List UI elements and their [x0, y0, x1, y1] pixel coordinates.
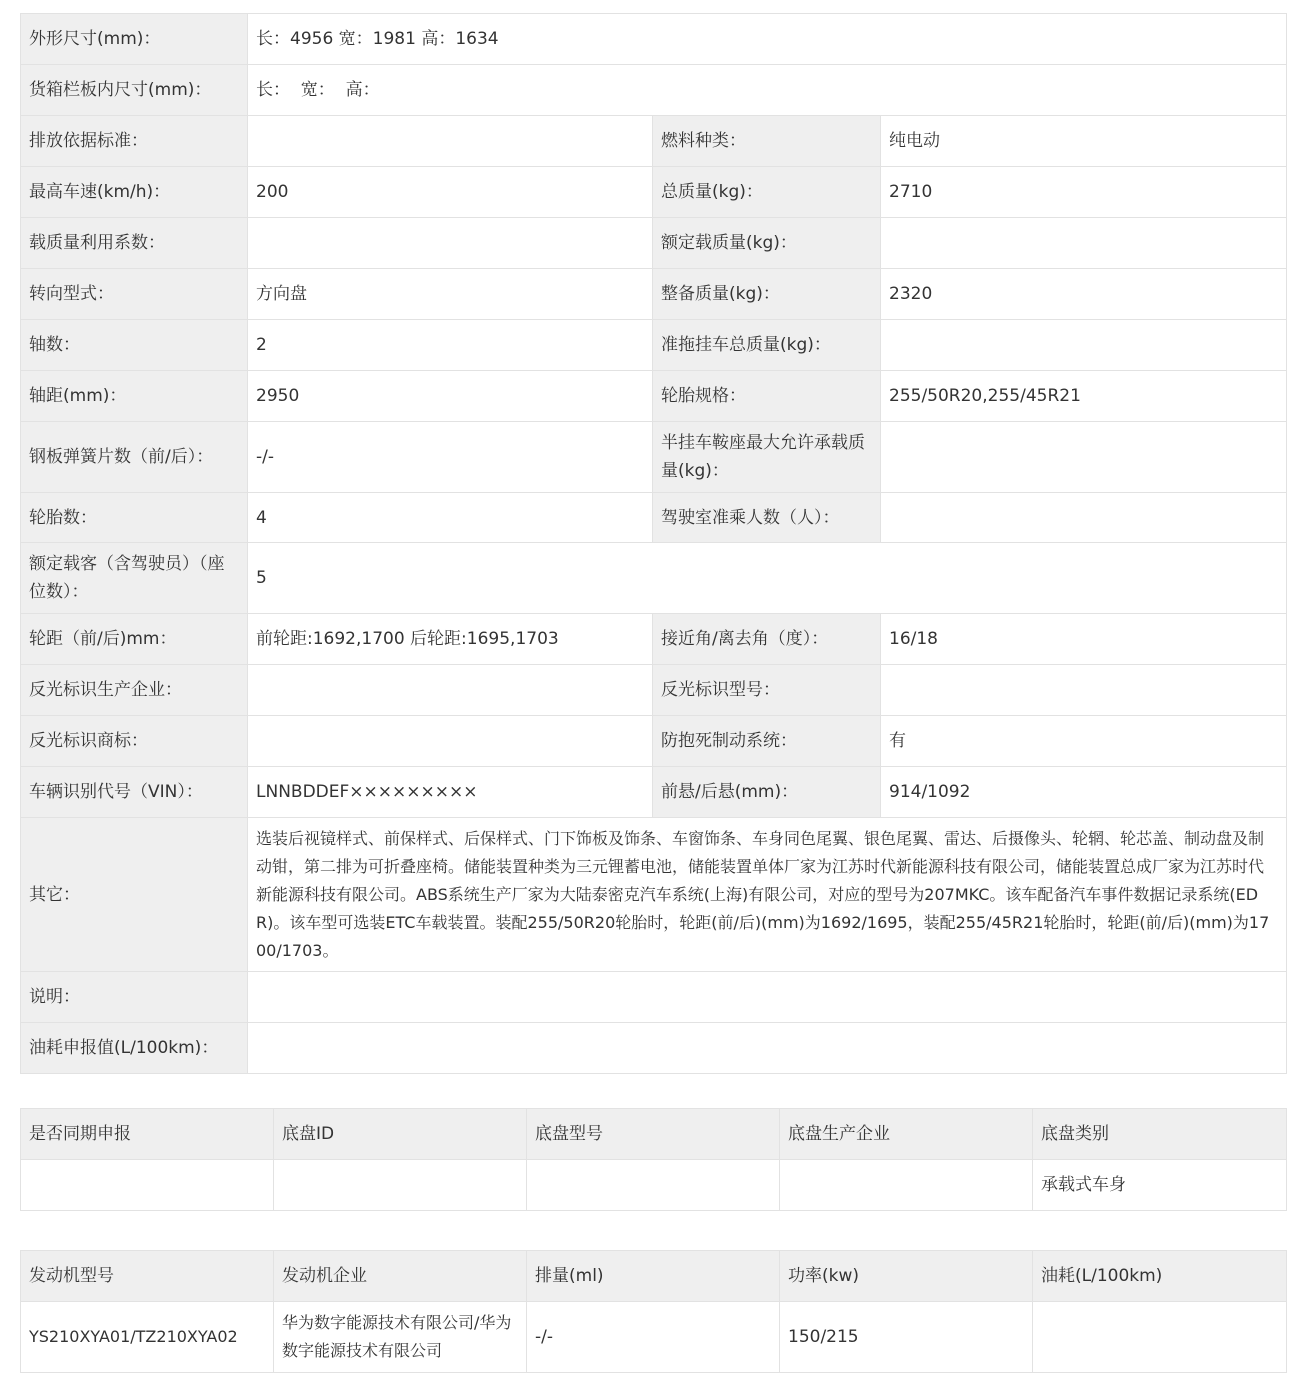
- table-row: [21, 543, 1287, 614]
- track-label: 轮距（前/后)mm：: [21, 614, 248, 665]
- fuel-label: 燃料种类：: [653, 116, 881, 167]
- table-row: [21, 972, 1287, 1023]
- track-value: 前轮距:1692,1700 后轮距:1695,1703: [248, 614, 653, 665]
- table-row: [21, 1160, 1287, 1211]
- refl-brand-value: [248, 716, 653, 767]
- table-row: [21, 14, 1287, 65]
- table-cell: 承载式车身: [1033, 1160, 1287, 1211]
- note-label: 说明：: [21, 972, 248, 1023]
- spring-label: 钢板弹簧片数（前/后）：: [21, 422, 248, 493]
- other-value: 选装后视镜样式、前保样式、后保样式、门下饰板及饰条、车窗饰条、车身同色尾翼、银色尾翼、雷达、后摄像头、轮辋、轮芯盖、制动盘及制动钳，第二排为可折叠座椅。储能装置种类为三元锂蓄电池，储能装置单体厂家为江苏时代新能源科技有限公司，储能装置总成厂家为江苏时代新能源科技有限公司。ABS系统生产厂家为大陆泰密克汽车系统(上海)有限公司，对应的型号为207MKC。该车配备汽车事件数据记录系统(EDR)。该车型可选装ETC车载装置。装配255/50R20轮胎时，轮距(前/后)(mm)为1692/1695，装配255/45R21轮胎时，轮距(前/后)(mm)为1700/1703。: [248, 818, 1287, 972]
- abs-label: 防抱死制动系统：: [653, 716, 881, 767]
- tires-value: 4: [248, 493, 653, 543]
- cargo-value: 长： 宽： 高：: [248, 65, 1287, 116]
- table-row: [21, 167, 1287, 218]
- wheelbase-label: 轴距(mm)：: [21, 371, 248, 422]
- total-mass-value: 2710: [881, 167, 1287, 218]
- table-row: [21, 320, 1287, 371]
- table-row: [21, 371, 1287, 422]
- wheelbase-value: 2950: [248, 371, 653, 422]
- refl-brand-label: 反光标识商标：: [21, 716, 248, 767]
- vin-label: 车辆识别代号（VIN）：: [21, 767, 248, 818]
- steering-value: 方向盘: [248, 269, 653, 320]
- angle-value: 16/18: [881, 614, 1287, 665]
- table-header-row: [21, 1251, 1287, 1302]
- column-header: 是否同期申报: [21, 1109, 274, 1160]
- table-row: [21, 65, 1287, 116]
- table-cell: [21, 1160, 274, 1211]
- table-row: [21, 818, 1287, 972]
- dims-label: 外形尺寸(mm)：: [21, 14, 248, 65]
- seats-label: 额定载客（含驾驶员）（座位数）：: [21, 543, 248, 614]
- trailer-label: 准拖挂车总质量(kg)：: [653, 320, 881, 371]
- total-mass-label: 总质量(kg)：: [653, 167, 881, 218]
- dims-value: 长：4956 宽：1981 高：1634: [248, 14, 1287, 65]
- table-row: [21, 614, 1287, 665]
- steering-label: 转向型式：: [21, 269, 248, 320]
- curb-value: 2320: [881, 269, 1287, 320]
- cab-label: 驾驶室准乘人数（人）：: [653, 493, 881, 543]
- table-header-row: [21, 1109, 1287, 1160]
- table-row: [21, 422, 1287, 493]
- curb-label: 整备质量(kg)：: [653, 269, 881, 320]
- column-header: 底盘型号: [527, 1109, 780, 1160]
- table-cell: YS210XYA01/TZ210XYA02: [21, 1302, 274, 1373]
- angle-label: 接近角/离去角（度）：: [653, 614, 881, 665]
- cargo-label: 货箱栏板内尺寸(mm)：: [21, 65, 248, 116]
- column-header: 排量(ml): [527, 1251, 780, 1302]
- spring-value: -/-: [248, 422, 653, 493]
- column-header: 功率(kw): [780, 1251, 1033, 1302]
- table-row: [21, 767, 1287, 818]
- load-coef-value: [248, 218, 653, 269]
- refl-maker-label: 反光标识生产企业：: [21, 665, 248, 716]
- refl-model-value: [881, 665, 1287, 716]
- speed-value: 200: [248, 167, 653, 218]
- note-value: [248, 972, 1287, 1023]
- saddle-value: [881, 422, 1287, 493]
- overhang-label: 前悬/后悬(mm)：: [653, 767, 881, 818]
- axles-value: 2: [248, 320, 653, 371]
- speed-label: 最高车速(km/h)：: [21, 167, 248, 218]
- table-cell: 华为数字能源技术有限公司/华为数字能源技术有限公司: [274, 1302, 527, 1373]
- engine-table: [20, 1250, 1286, 1373]
- table-cell: [780, 1160, 1033, 1211]
- table-cell: [274, 1160, 527, 1211]
- column-header: 发动机企业: [274, 1251, 527, 1302]
- chassis-table: [20, 1108, 1286, 1211]
- refl-model-label: 反光标识型号：: [653, 665, 881, 716]
- table-row: [21, 493, 1287, 543]
- column-header: 发动机型号: [21, 1251, 274, 1302]
- column-header: 底盘生产企业: [780, 1109, 1033, 1160]
- table-cell: [527, 1160, 780, 1211]
- seats-value: 5: [248, 543, 1287, 614]
- tires-label: 轮胎数：: [21, 493, 248, 543]
- emission-value: [248, 116, 653, 167]
- table-cell: -/-: [527, 1302, 780, 1373]
- vehicle-params-table: [20, 13, 1286, 1074]
- tire-spec-value: 255/50R20,255/45R21: [881, 371, 1287, 422]
- table-row: [21, 218, 1287, 269]
- column-header: 油耗(L/100km): [1033, 1251, 1287, 1302]
- emission-label: 排放依据标准：: [21, 116, 248, 167]
- vin-value: LNNBDDEF×××××××××: [248, 767, 653, 818]
- axles-label: 轴数：: [21, 320, 248, 371]
- fuel-value: 纯电动: [881, 116, 1287, 167]
- abs-value: 有: [881, 716, 1287, 767]
- other-label: 其它：: [21, 818, 248, 972]
- table-row: [21, 1023, 1287, 1074]
- load-coef-label: 载质量利用系数：: [21, 218, 248, 269]
- table-cell: [1033, 1302, 1287, 1373]
- rated-load-value: [881, 218, 1287, 269]
- column-header: 底盘类别: [1033, 1109, 1287, 1160]
- consumption-value: [248, 1023, 1287, 1074]
- overhang-value: 914/1092: [881, 767, 1287, 818]
- table-row: [21, 665, 1287, 716]
- consumption-label: 油耗申报值(L/100km)：: [21, 1023, 248, 1074]
- cab-value: [881, 493, 1287, 543]
- table-row: [21, 1302, 1287, 1373]
- saddle-label: 半挂车鞍座最大允许承载质量(kg)：: [653, 422, 881, 493]
- refl-maker-value: [248, 665, 653, 716]
- table-row: [21, 116, 1287, 167]
- trailer-value: [881, 320, 1287, 371]
- column-header: 底盘ID: [274, 1109, 527, 1160]
- tire-spec-label: 轮胎规格：: [653, 371, 881, 422]
- rated-load-label: 额定载质量(kg)：: [653, 218, 881, 269]
- table-cell: 150/215: [780, 1302, 1033, 1373]
- table-row: [21, 716, 1287, 767]
- table-row: [21, 269, 1287, 320]
